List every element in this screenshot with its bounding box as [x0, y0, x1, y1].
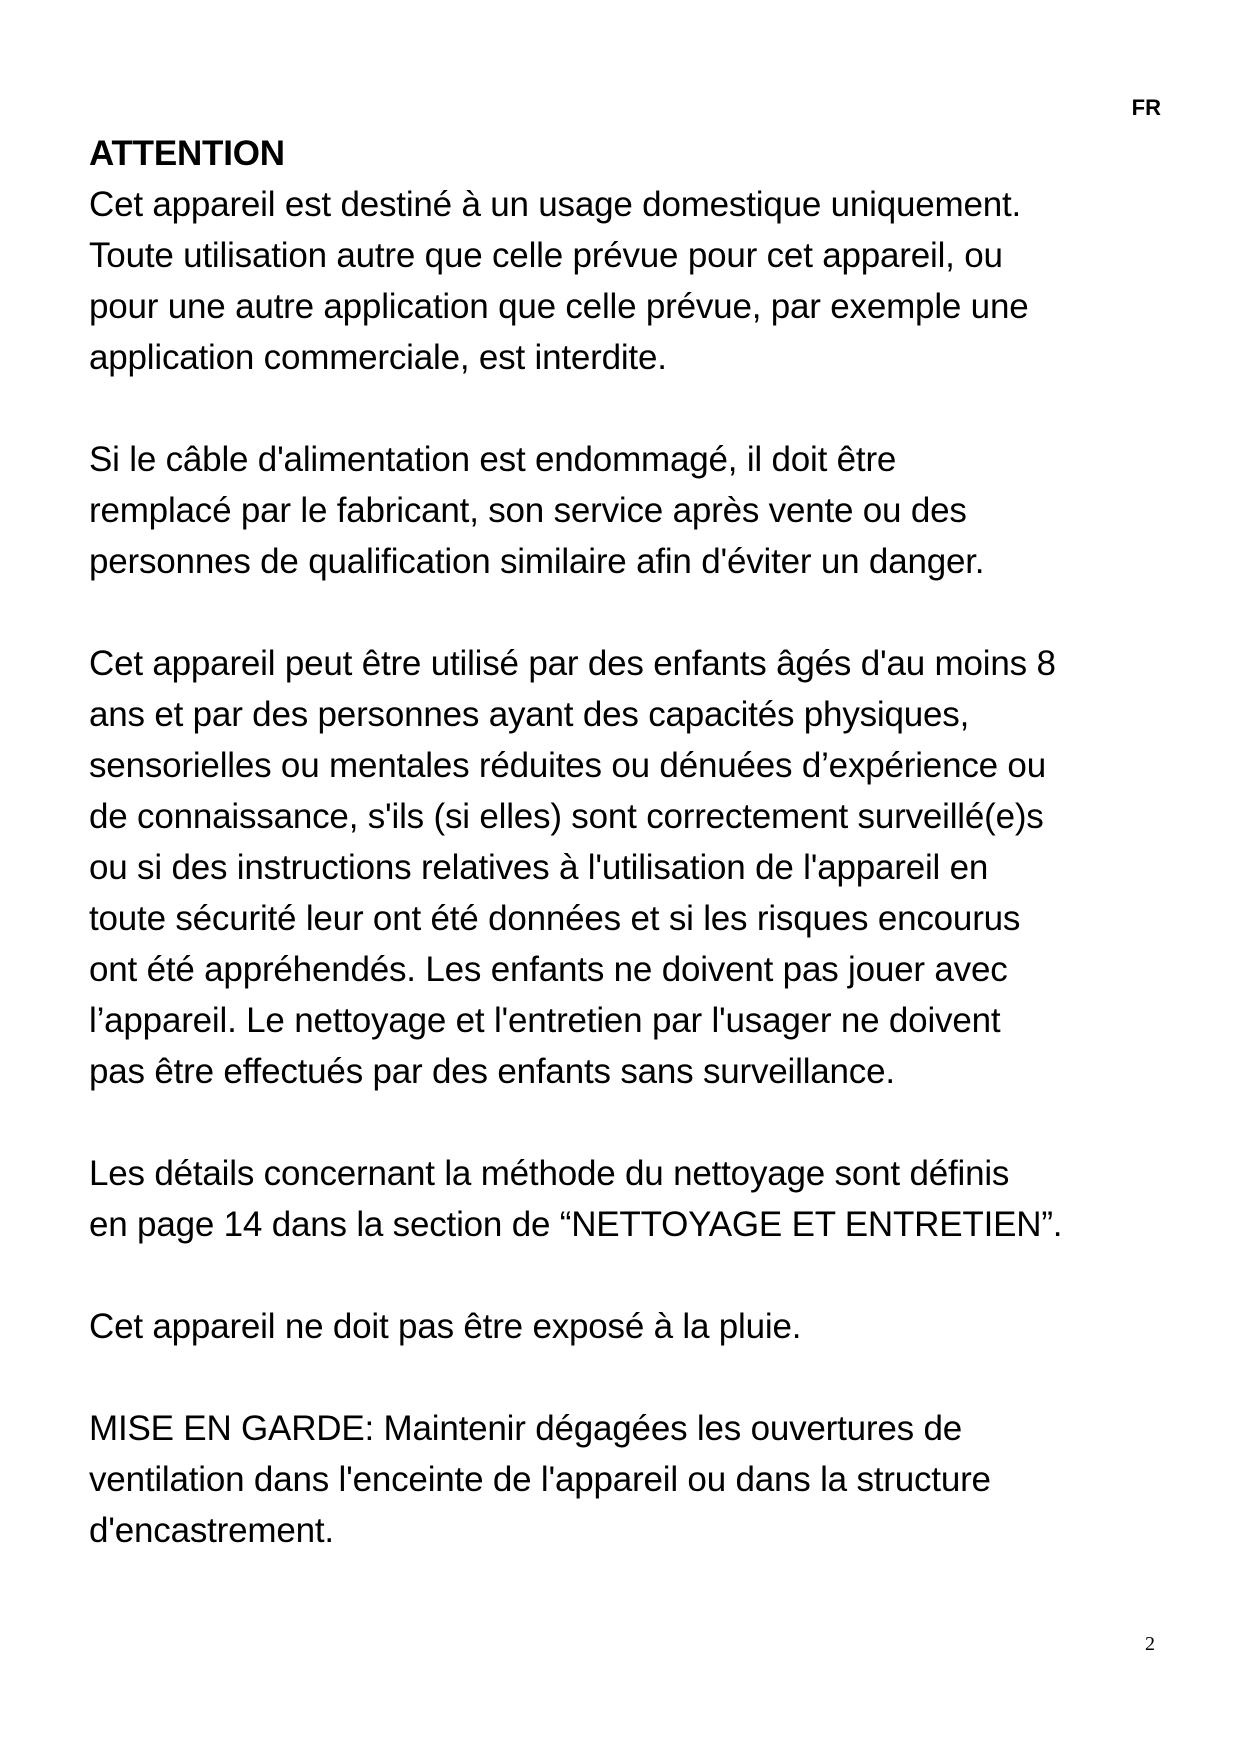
ventilation-warning-line: MISE EN GARDE: Maintenir dégagées les ouvertures de — [89, 1409, 962, 1448]
children-usage-line: ont été appréhendés. Les enfants ne doivent pas jouer avec — [89, 950, 1008, 989]
attention-line: application commerciale, est interdite. — [89, 338, 667, 377]
children-usage-line: toute sécurité leur ont été données et si les risques encourus — [89, 899, 1021, 938]
ventilation-warning-line: d'encastrement. — [89, 1511, 334, 1550]
children-usage-line: pas être effectués par des enfants sans surveillance. — [89, 1052, 895, 1091]
attention-line: Toute utilisation autre que celle prévue pour cet appareil, ou — [89, 236, 1003, 275]
rain-line: Cet appareil ne doit pas être exposé à la pluie. — [89, 1307, 802, 1346]
attention-heading: ATTENTION — [89, 134, 285, 173]
children-usage-line: sensorielles ou mentales réduites ou dénuées d’expérience ou — [89, 746, 1046, 785]
attention-line: pour une autre application que celle prévue, par exemple une — [89, 287, 1029, 326]
cleaning-line: Les détails concernant la méthode du nettoyage sont définis — [89, 1154, 1010, 1193]
page-number: 2 — [1145, 1633, 1155, 1655]
cleaning-line: en page 14 dans la section de “NETTOYAGE ET ENTRETIEN”. — [89, 1205, 1063, 1244]
cleaning-section — [89, 1148, 1179, 1250]
language-tag: FR — [1131, 95, 1161, 120]
children-usage-line: de connaissance, s'ils (si elles) sont correctement surveillé(e)s — [89, 797, 1044, 836]
children-usage-line: Cet appareil peut être utilisé par des enfants âgés d'au moins 8 — [89, 644, 1056, 683]
power-cable-line: Si le câble d'alimentation est endommagé, il doit être — [89, 440, 897, 479]
children-usage-line: l’appareil. Le nettoyage et l'entretien par l'usager ne doivent — [89, 1001, 1001, 1040]
ventilation-warning-line: ventilation dans l'enceinte de l'appareil ou dans la structure — [89, 1460, 991, 1499]
children-usage-section — [89, 638, 1179, 1097]
power-cable-line: personnes de qualification similaire afin d'éviter un danger. — [89, 542, 985, 581]
rain-section — [89, 1301, 1179, 1352]
children-usage-line: ou si des instructions relatives à l'utilisation de l'appareil en — [89, 848, 989, 887]
power-cable-section — [89, 434, 1179, 587]
power-cable-line: remplacé par le fabricant, son service après vente ou des — [89, 491, 967, 530]
document-body — [89, 128, 1179, 1607]
ventilation-warning-section — [89, 1403, 1179, 1556]
attention-section — [89, 128, 1179, 383]
attention-line: Cet appareil est destiné à un usage domestique uniquement. — [89, 185, 1022, 224]
children-usage-line: ans et par des personnes ayant des capacités physiques, — [89, 695, 970, 734]
